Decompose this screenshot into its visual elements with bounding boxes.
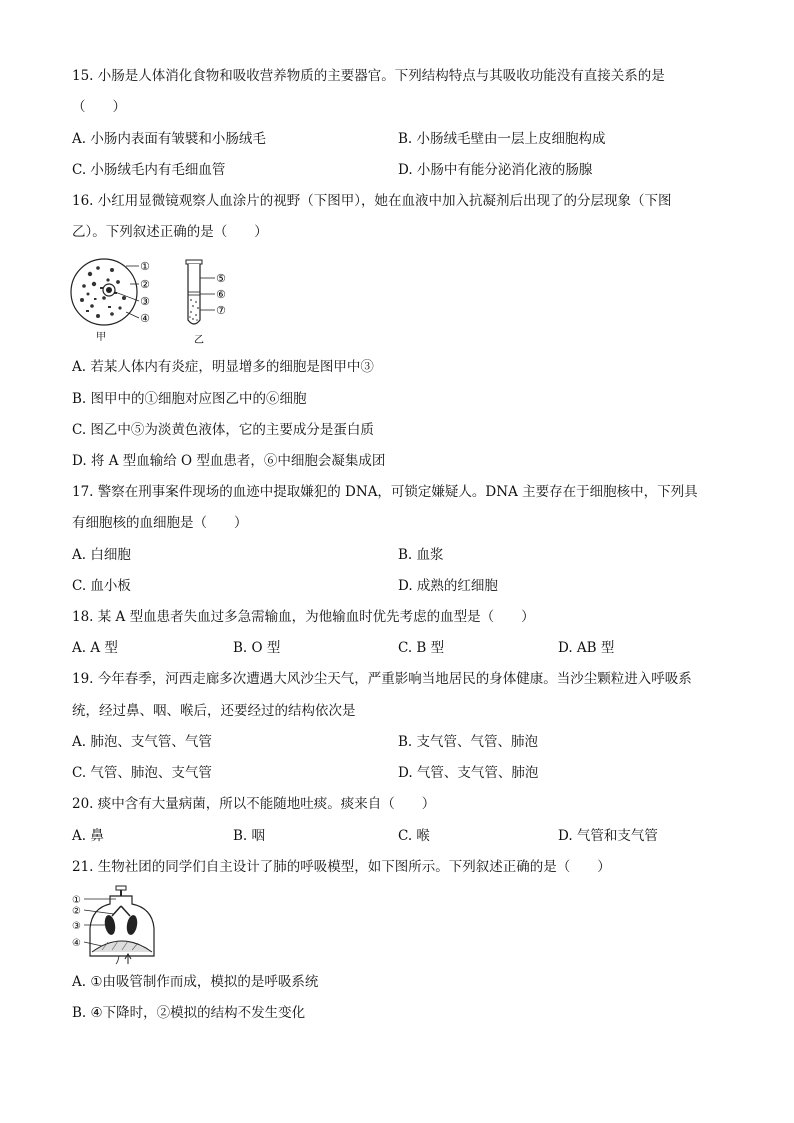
q20-option-c: C. 喉 <box>398 828 430 844</box>
q21-option-b: B. ④下降时，②模拟的结构不发生变化 <box>72 1005 306 1021</box>
q21-stem-line1: 21. 生物社团的同学们自主设计了肺的呼吸模型，如下图所示。下列叙述正确的是（ ） <box>72 859 611 875</box>
label-yi: 乙 <box>194 335 204 346</box>
q18-option-c: C. B 型 <box>398 640 445 656</box>
q18-option-a: A. A 型 <box>72 640 118 656</box>
q19-stem-line1: 19. 今年春季，河西走廊多次遭遇大风沙尘天气，严重影响当地居民的身体健康。当沙尘颗粒进入呼吸系 <box>72 671 692 687</box>
q15-option-c: C. 小肠绒毛内有毛细血管 <box>72 162 226 178</box>
q17-stem-line2: 有细胞核的血细胞是（ ） <box>72 515 248 531</box>
q17-option-d: D. 成熟的红细胞 <box>398 578 498 594</box>
q16-stem-line1: 16. 小红用显微镜观察人血涂片的视野（下图甲），她在血液中加入抗凝剂后出现了的分层现象（下图 <box>72 193 672 209</box>
jia-marker-3: ③ <box>140 295 150 308</box>
model-marker-4: ④ <box>72 938 81 949</box>
q20-stem-line1: 20. 痰中含有大量病菌，所以不能随地吐痰。痰来自（ ） <box>72 796 436 812</box>
q15-option-d: D. 小肠中有能分泌消化液的肠腺 <box>398 162 593 178</box>
lung-model-figure <box>72 884 172 966</box>
q17-option-b: B. 血浆 <box>398 547 444 563</box>
q18-option-b: B. O 型 <box>233 640 281 656</box>
q16-stem-line2: 乙）。下列叙述正确的是（ ） <box>72 224 268 240</box>
q19-option-c: C. 气管、肺泡、支气管 <box>72 765 212 781</box>
jia-marker-2: ② <box>140 278 150 291</box>
q19-option-d: D. 气管、支气管、肺泡 <box>398 765 539 781</box>
q19-option-b: B. 支气管、气管、肺泡 <box>398 734 539 750</box>
q15-stem-line2: （ ） <box>72 99 126 115</box>
yi-marker-7: ⑦ <box>216 304 226 317</box>
q15-option-a: A. 小肠内表面有皱襞和小肠绒毛 <box>72 131 266 147</box>
model-marker-3: ③ <box>72 921 81 932</box>
q20-option-a: A. 鼻 <box>72 828 104 844</box>
label-jia: 甲 <box>96 332 106 343</box>
model-marker-2: ② <box>72 906 81 917</box>
jia-marker-4: ④ <box>140 312 150 325</box>
yi-marker-6: ⑥ <box>216 288 226 301</box>
q18-option-d: D. AB 型 <box>558 640 615 656</box>
model-marker-1: ① <box>72 895 81 906</box>
q17-option-c: C. 血小板 <box>72 578 131 594</box>
q19-stem-line2: 统，经过鼻、咽、喉后，还要经过的结构依次是 <box>72 703 356 719</box>
q20-option-d: D. 气管和支气管 <box>558 828 658 844</box>
q20-option-b: B. 咽 <box>233 828 266 844</box>
q16-option-d: D. 将 A 型血输给 O 型血患者，⑥中细胞会凝集成团 <box>72 453 386 469</box>
q17-option-a: A. 白细胞 <box>72 547 131 563</box>
q16-option-b: B. 图甲中的①细胞对应图乙中的⑥细胞 <box>72 391 307 407</box>
q15-option-b: B. 小肠绒毛壁由一层上皮细胞构成 <box>398 131 606 147</box>
q17-stem-line1: 17. 警察在刑事案件现场的血迹中提取嫌犯的 DNA，可锁定嫌疑人。DNA 主要存在于细胞核中，下列具 <box>72 484 698 500</box>
q15-stem-line1: 15. 小肠是人体消化食物和吸收营养物质的主要器官。下列结构特点与其吸收功能没有直接关系的是 <box>72 68 665 84</box>
q21-option-a: A. ①由吸管制作而成，模拟的是呼吸系统 <box>72 974 319 990</box>
blood-smear-figure <box>71 259 150 343</box>
test-tube-figure <box>186 260 226 346</box>
jia-marker-1: ① <box>140 260 150 273</box>
yi-marker-5: ⑤ <box>216 272 226 285</box>
q18-stem-line1: 18. 某 A 型血患者失血过多急需输血，为他输血时优先考虑的血型是（ ） <box>72 609 535 625</box>
q16-option-a: A. 若某人体内有炎症，明显增多的细胞是图甲中③ <box>72 359 374 375</box>
q19-option-a: A. 肺泡、支气管、气管 <box>72 734 212 750</box>
q16-figure <box>68 254 248 346</box>
q16-option-c: C. 图乙中⑤为淡黄色液体，它的主要成分是蛋白质 <box>72 422 374 438</box>
